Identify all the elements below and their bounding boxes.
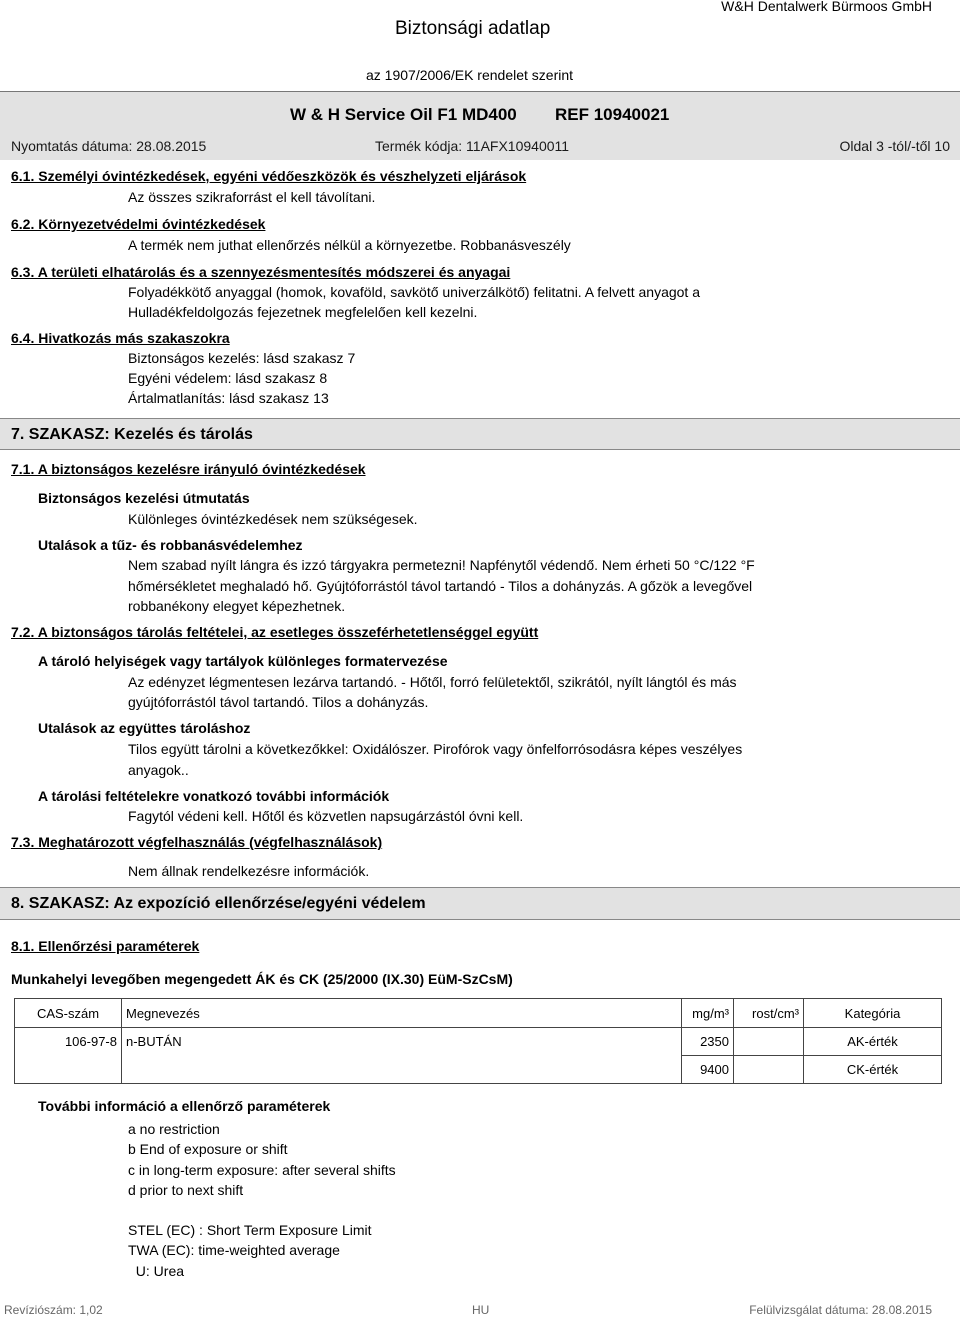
storage-text-line1: Az edényzet légmentesen lezárva tartandó. - Hőtől, forró felületektől, szikrától, nyílt lángtól és más [128,674,737,690]
col-header-rost: rost/cm³ [734,999,804,1028]
further-storage-heading: A tárolási feltételekre vonatkozó további információk [38,788,390,804]
safe-handling-text: Különleges óvintézkedések nem szükségesek. [128,511,418,527]
fire-text-line2: hőmérsékletet meghaladó hő. Gyújtóforrástól távol tartandó - Tilos a dohányzás. A gőzök a levegővel [128,578,753,594]
section-8-title: 8. SZAKASZ: Az expozíció ellenőrzése/egyéni védelem [11,895,426,912]
s64-ref-2: Egyéni védelem: lásd szakasz 8 [128,370,328,386]
abbr-twa: TWA (EC): time-weighted average [128,1242,340,1258]
product-ref: REF 10940021 [555,105,670,124]
abbr-stel: STEL (EC) : Short Term Exposure Limit [128,1222,372,1238]
further-storage-text: Fagytól védeni kell. Hőtől és közvetlen napsugárzástól óvni kell. [128,808,524,824]
cell-mg: 9400 [682,1056,734,1084]
cell-cas [15,1056,122,1084]
cell-category: AK-érték [804,1028,942,1056]
s64-ref-1: Biztonságos kezelés: lásd szakasz 7 [128,350,356,366]
info-line-a: a no restriction [128,1121,220,1137]
table-row [15,1028,942,1056]
s62-text: A termék nem juthat ellenőrzés nélkül a környezetbe. Robbanásveszély [128,237,571,253]
s63-heading: 6.3. A területi elhatárolás és a szennyezésmentesítés módszerei és anyagai [11,264,511,280]
info-line-c: c in long-term exposure: after several shifts [128,1162,396,1178]
info-line-d: d prior to next shift [128,1182,244,1198]
col-header-mg: mg/m³ [682,999,734,1028]
s64-heading: 6.4. Hivatkozás más szakaszokra [11,330,230,346]
s63-text-line1: Folyadékkötő anyaggal (homok, kovaföld, savkötő univerzálkötő) felitatni. A felvett anyagot a [128,284,700,300]
info-line-b: b End of exposure or shift [128,1141,288,1157]
s61-text: Az összes szikraforrást el kell távolítani. [128,189,376,205]
s63-text-line2: Hulladékfeldolgozás fejezetnek megfelelően kell kezelni. [128,304,478,320]
joint-storage-line1: Tilos együtt tárolni a következőkkel: Oxidálószer. Pirofórok vagy önfelforrósodásra képes veszélyes [128,741,743,757]
document-title: Biztonsági adatlap [395,18,551,39]
col-header-name: Megnevezés [122,999,682,1028]
page-number: Oldal 3 -tól/-től 10 [839,138,950,154]
table-header-row [15,999,942,1028]
print-date: Nyomtatás dátuma: 28.08.2015 [11,138,207,154]
s81-heading: 8.1. Ellenőrzési paraméterek [11,938,200,954]
cell-name: n-BUTÁN [122,1028,682,1056]
s64-ref-3: Ártalmatlanítás: lásd szakasz 13 [128,390,329,406]
cell-mg: 2350 [682,1028,734,1056]
fire-heading: Utalások a tűz- és robbanásvédelemhez [38,537,303,553]
product-name: W & H Service Oil F1 MD400 [290,105,517,124]
footer-language: HU [472,1303,490,1317]
info-heading: További információ a ellenőrző paraméterek [38,1098,331,1114]
storage-heading: A tároló helyiségek vagy tartályok különleges formatervezése [38,653,448,669]
section-7-title: 7. SZAKASZ: Kezelés és tárolás [11,426,253,443]
s72-heading: 7.2. A biztonságos tárolás feltételei, az esetleges összeférhetetlenséggel együtt [11,624,539,640]
fire-text-line1: Nem szabad nyílt lángra és izzó tárgyakra permetezni! Napfénytől védendő. Nem érheti 50 °C/122 °F [128,557,755,573]
exposure-table-title: Munkahelyi levegőben megengedett ÁK és CK (25/2000 (IX.30) EüM-SzCsM) [11,971,513,987]
storage-text-line2: gyújtóforrástól távol tartandó. Tilos a dohányzás. [128,694,429,710]
exposure-limits-table [14,998,942,1084]
cell-cas: 106-97-8 [15,1028,122,1056]
joint-storage-line2: anyagok.. [128,762,189,778]
cell-name [122,1056,682,1084]
table-row [15,1056,942,1084]
footer-revision: Revíziószám: 1,02 [4,1303,103,1317]
s71-heading: 7.1. A biztonságos kezelésre irányuló óvintézkedések [11,461,366,477]
col-header-cas: CAS-szám [15,999,122,1028]
abbr-urea: U: Urea [128,1263,185,1279]
s61-heading: 6.1. Személyi óvintézkedések, egyéni védőeszközök és vészhelyzeti eljárások [11,168,527,184]
fire-text-line3: robbanékony elegyet képezhetnek. [128,598,346,614]
joint-storage-heading: Utalások az együttes tároláshoz [38,720,251,736]
s73-text: Nem állnak rendelkezésre információk. [128,863,370,879]
col-header-category: Kategória [804,999,942,1028]
cell-rost [734,1056,804,1084]
s73-heading: 7.3. Meghatározott végfelhasználás (végfelhasználások) [11,834,383,850]
cell-category: CK-érték [804,1056,942,1084]
company-name: W&H Dentalwerk Bürmoos GmbH [721,0,932,14]
safe-handling-heading: Biztonságos kezelési útmutatás [38,490,250,506]
cell-rost [734,1028,804,1056]
s62-heading: 6.2. Környezetvédelmi óvintézkedések [11,216,266,232]
footer-review-date: Felülvizsgálat dátuma: 28.08.2015 [749,1303,932,1317]
regulation-text: az 1907/2006/EK rendelet szerint [366,67,574,83]
product-code: Termék kódja: 11AFX10940011 [375,138,570,154]
